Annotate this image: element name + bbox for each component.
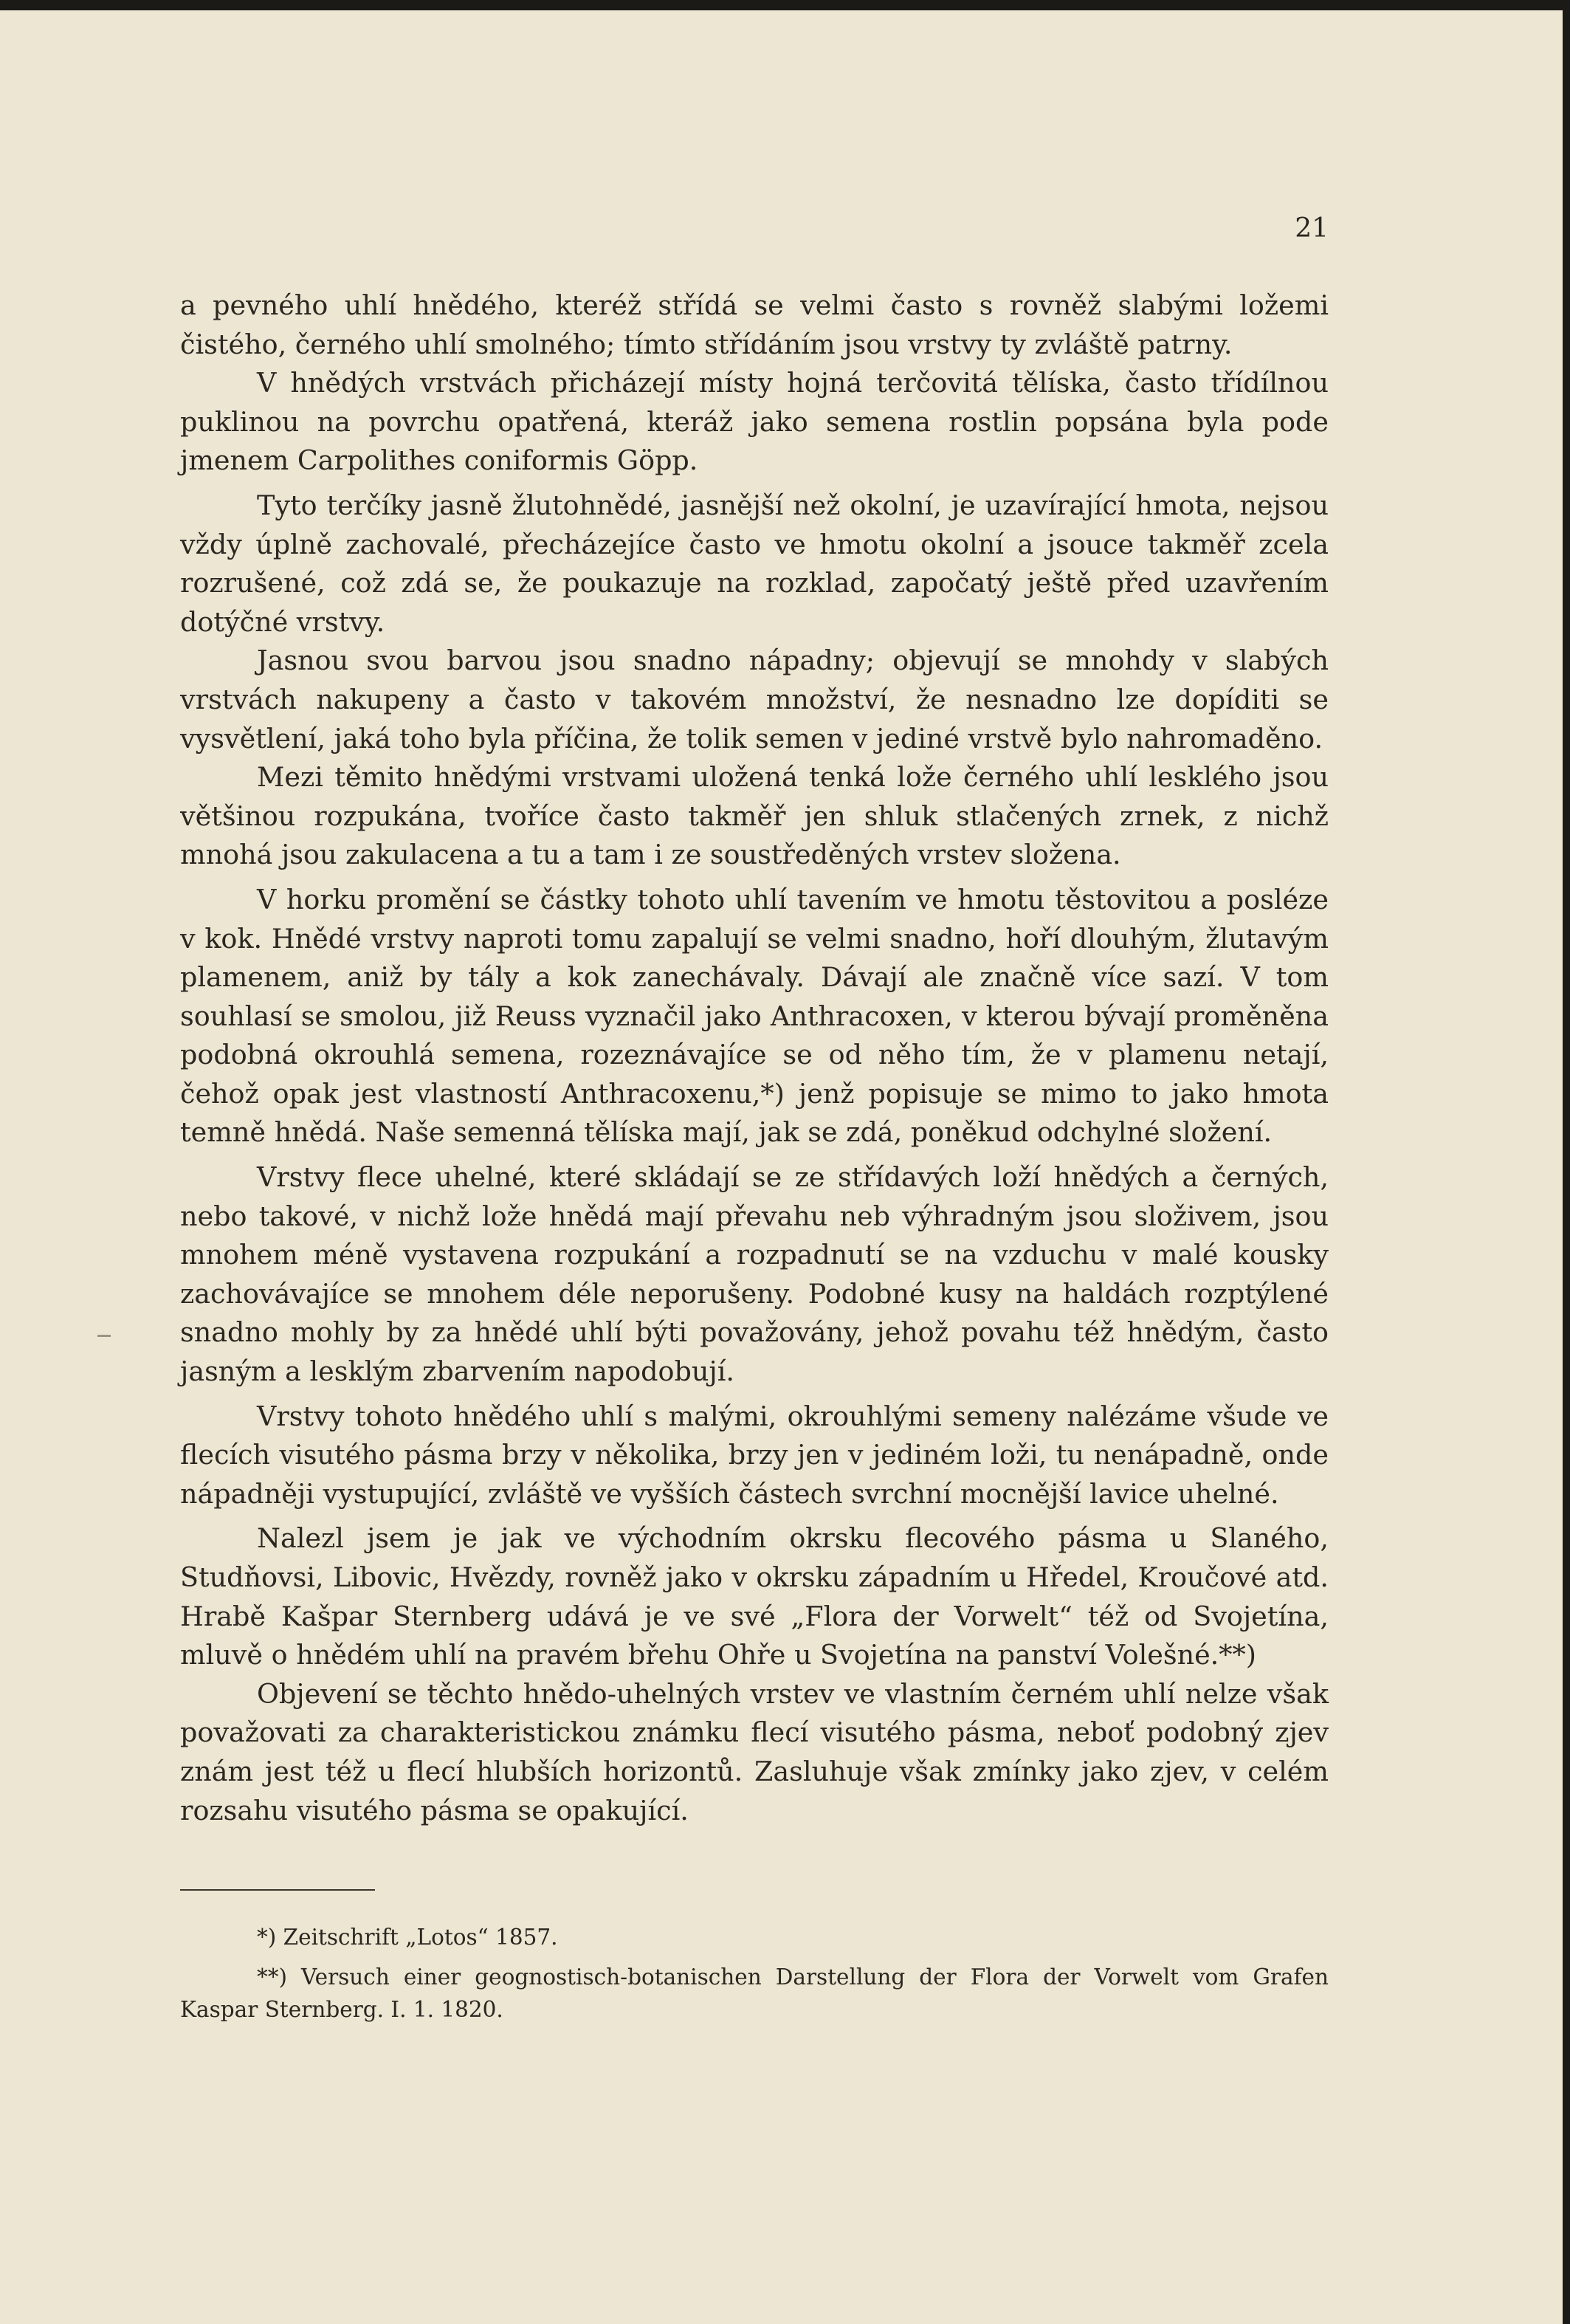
footnote: **) Versuch einer geognostisch-botanischen Darstellung der Flora der Vorwelt vom Grafen Kaspar Sternberg. I. 1. 1820. [180, 1964, 1329, 2022]
margin-speck [97, 1335, 111, 1337]
scan-top-edge [0, 0, 1570, 10]
footnote-rule [180, 1889, 375, 1891]
footnote: *) Zeitschrift „Lotos“ 1857. [257, 1925, 558, 1950]
paragraph: Vrstvy tohoto hnědého uhlí s malými, okrouhlými semeny nalézáme všude ve flecích visutého pásma brzy v několika, brzy jen v jediném loži, tu nenápadně, onde nápadněji vystupující, zvláště ve vyšších částech svrchní mocnější lavice uhelné. [180, 1400, 1329, 1510]
paragraph: Mezi těmito hnědými vrstvami uložená tenká lože černého uhlí lesklého jsou většinou rozpukána, tvoříce často takměř jen shluk stlačených zrnek, z nichž mnohá jsou zakulacena a tu a tam i ze soustředěných vrstev složena. [180, 761, 1329, 871]
page-number: 21 [1295, 213, 1329, 244]
footnotes [180, 1921, 1329, 2026]
paragraph-continuation: a pevného uhlí hnědého, kteréž střídá se velmi často s rovněž slabými ložemi čistého, černého uhlí smolného; tímto střídáním jsou vrstvy ty zvláště patrny. [180, 289, 1329, 360]
paragraph: Vrstvy flece uhelné, které skládají se ze střídavých loží hnědých a černých, nebo takové, v nichž lože hnědá mají převahu neb výhradným jsou složivem, jsou mnohem méně vystavena rozpukání a rozpadnutí se na vzduchu v malé kousky zachovávajíce se mnohem déle neporušeny. Podobné kusy na haldách rozptýlené snadno mohly by za hnědé uhlí býti považovány, jehož povahu též hnědým, často jasným a lesklým zbarvením napodobují. [180, 1161, 1329, 1388]
paragraph: Nalezl jsem je jak ve východním okrsku flecového pásma u Slaného, Studňovsi, Libovic, Hvězdy, rovněž jako v okrsku západním u Hředel, Kroučové atd. Hrabě Kašpar Sternberg udává je ve své „Flora der Vorwelt“ též od Svojetína, mluvě o hnědém uhlí na pravém břehu Ohře u Svojetína na panství Volešné.**) [180, 1522, 1329, 1671]
paragraph: V horku promění se částky tohoto uhlí tavením ve hmotu těstovitou a posléze v kok. Hnědé vrstvy naproti tomu zapalují se velmi snadno, hoří dlouhým, žlutavým plamenem, aniž by tály a kok zanechávaly. Dávají ale značně více sazí. V tom souhlasí se smolou, již Reuss vyznačil jako Anthracoxen, v kterou bývají proměněna podobná okrouhlá semena, rozeznávajíce se od něho tím, že v plamenu netají, čehož opak jest vlastností Anthracoxenu,*) jenž popisuje se mimo to jako hmota temně hnědá. Naše semenná tělíska mají, jak se zdá, poněkud odchylné složení. [180, 883, 1329, 1149]
paragraph: V hnědých vrstvách přicházejí místy hojná terčovitá tělíska, často třídílnou puklinou na povrchu opatřená, kteráž jako semena rostlin popsána byla pode jmenem Carpolithes coniformis Göpp. [180, 367, 1329, 477]
body-text [180, 286, 1329, 1830]
scan-right-edge [1563, 0, 1570, 2324]
paragraph: Objevení se těchto hnědo-uhelných vrstev ve vlastním černém uhlí nelze však považovati za charakteristickou známku flecí visutého pásma, neboť podobný zjev znám jest též u flecí hlubších horizontů. Zasluhuje však zmínky jako zjev, v celém rozsahu visutého pásma se opakující. [180, 1677, 1329, 1826]
paragraph: Tyto terčíky jasně žlutohnědé, jasnější než okolní, je uzavírající hmota, nejsou vždy úplně zachovalé, přecházejíce často ve hmotu okolní a jsouce takměř zcela rozrušené, což zdá se, že poukazuje na rozklad, započatý ještě před uzavřením dotýčné vrstvy. [180, 489, 1329, 638]
paragraph: Jasnou svou barvou jsou snadno nápadny; objevují se mnohdy v slabých vrstvách nakupeny a často v takovém množství, že nesnadno lze dopíditi se vysvětlení, jaká toho byla příčina, že tolik semen v jediné vrstvě bylo nahromaděno. [180, 644, 1329, 754]
